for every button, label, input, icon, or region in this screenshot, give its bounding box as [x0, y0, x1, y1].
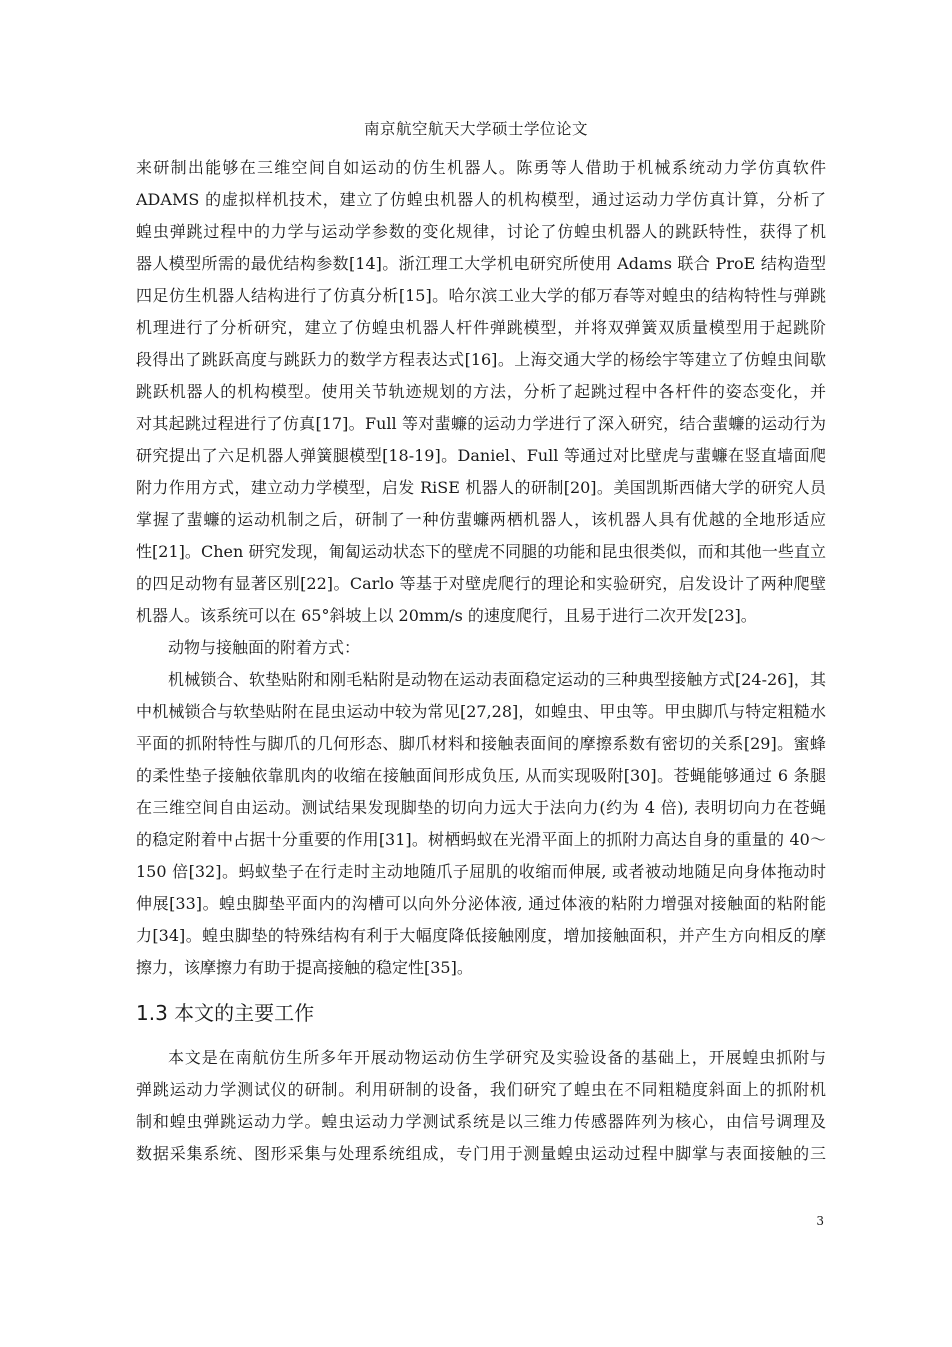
body-text-line: 性[21]。Chen 研究发现，匍匐运动状态下的壁虎不同腿的功能和昆虫很类似，而和其他一些直立	[136, 542, 826, 561]
page-number: 3	[816, 1214, 824, 1228]
body-text-line: 弹跳运动力学测试仪的研制。利用研制的设备，我们研究了蝗虫在不同粗糙度斜面上的抓附机	[136, 1080, 826, 1099]
body-text-line: 机械锁合、软垫贴附和刚毛粘附是动物在运动表面稳定运动的三种典型接触方式[24-26]，其	[168, 670, 826, 689]
body-text-line: 蝗虫弹跳过程中的力学与运动学参数的变化规律，讨论了仿蝗虫机器人的跳跃特性，获得了机	[136, 222, 826, 241]
body-text-line: 本文是在南航仿生所多年开展动物运动仿生学研究及实验设备的基础上，开展蝗虫抓附与	[168, 1048, 826, 1067]
running-header: 南京航空航天大学硕士学位论文	[363, 120, 588, 138]
body-text-line: 附力作用方式，建立动力学模型，启发 RiSE 机器人的研制[20]。美国凯斯西储大学的研究人员	[136, 478, 826, 497]
section-heading: 1.3 本文的主要工作	[136, 1001, 315, 1025]
body-text-line: 四足仿生机器人结构进行了仿真分析[15]。哈尔滨工业大学的郁万春等对蝗虫的结构特性与弹跳	[136, 286, 826, 305]
body-text-line: 器人模型所需的最优结构参数[14]。浙江理工大学机电研究所使用 Adams 联合 ProE 结构造型	[136, 254, 826, 273]
body-text-line: 制和蝗虫弹跳运动力学。蝗虫运动力学测试系统是以三维力传感器阵列为核心，由信号调理及	[136, 1112, 826, 1131]
body-text-line: 跳跃机器人的机构模型。使用关节轨迹规划的方法，分析了起跳过程中各杆件的姿态变化，并	[136, 382, 826, 401]
body-text-line: 研究提出了六足机器人弹簧腿模型[18-19]。Daniel、Full 等通过对比壁虎与蜚蠊在竖直墙面爬	[136, 446, 826, 465]
body-text-line: 中机械锁合与软垫贴附在昆虫运动中较为常见[27,28]，如蝗虫、甲虫等。甲虫脚爪与特定粗糙水	[136, 702, 826, 721]
body-text-line: 伸展[33]。蝗虫脚垫平面内的沟槽可以向外分泌体液, 通过体液的粘附力增强对接触面的粘附能	[136, 894, 826, 913]
body-text-line: 在三维空间自由运动。测试结果发现脚垫的切向力远大于法向力(约为 4 倍), 表明切向力在苍蝇	[136, 798, 826, 817]
body-text-line: ADAMS 的虚拟样机技术，建立了仿蝗虫机器人的机构模型，通过运动力学仿真计算，分析了	[136, 190, 826, 209]
body-text-line: 的稳定附着中占据十分重要的作用[31]。树栖蚂蚁在光滑平面上的抓附力高达自身的重量的 40～	[136, 830, 826, 849]
body-text-line: 150 倍[32]。蚂蚁垫子在行走时主动地随爪子屈肌的收缩而伸展, 或者被动地随足向身体拖动时	[136, 862, 826, 881]
body-text-line: 来研制出能够在三维空间自如运动的仿生机器人。陈勇等人借助于机械系统动力学仿真软件	[136, 158, 826, 177]
body-text-line: 力[34]。蝗虫脚垫的特殊结构有利于大幅度降低接触刚度，增加接触面积，并产生方向相反的摩	[136, 926, 826, 945]
body-text-line: 机理进行了分析研究，建立了仿蝗虫机器人杆件弹跳模型，并将双弹簧双质量模型用于起跳阶	[136, 318, 826, 337]
body-text-line: 掌握了蜚蠊的运动机制之后，研制了一种仿蜚蠊两栖机器人，该机器人具有优越的全地形适应	[136, 510, 826, 529]
body-text-line: 擦力，该摩擦力有助于提高接触的稳定性[35]。	[136, 958, 473, 977]
body-text-line: 对其起跳过程进行了仿真[17]。Full 等对蜚蠊的运动力学进行了深入研究，结合蜚蠊的运动行为	[136, 414, 826, 433]
subheading: 动物与接触面的附着方式：	[168, 638, 361, 657]
body-text-line: 平面的抓附特性与脚爪的几何形态、脚爪材料和接触表面间的摩擦系数有密切的关系[29]。蜜蜂	[136, 734, 826, 753]
body-text-line: 的柔性垫子接触依靠肌肉的收缩在接触面间形成负压, 从而实现吸附[30]。苍蝇能够通过 6 条腿	[136, 766, 826, 785]
body-text-line: 机器人。该系统可以在 65°斜坡上以 20mm/s 的速度爬行，且易于进行二次开发[23]。	[136, 606, 757, 625]
body-text-line: 数据采集系统、图形采集与处理系统组成，专门用于测量蝗虫运动过程中脚掌与表面接触的三	[136, 1144, 826, 1163]
body-text-line: 段得出了跳跃高度与跳跃力的数学方程表达式[16]。上海交通大学的杨绘宇等建立了仿蝗虫间歇	[136, 350, 826, 369]
body-text-line: 的四足动物有显著区别[22]。Carlo 等基于对壁虎爬行的理论和实验研究，启发设计了两种爬壁	[136, 574, 826, 593]
